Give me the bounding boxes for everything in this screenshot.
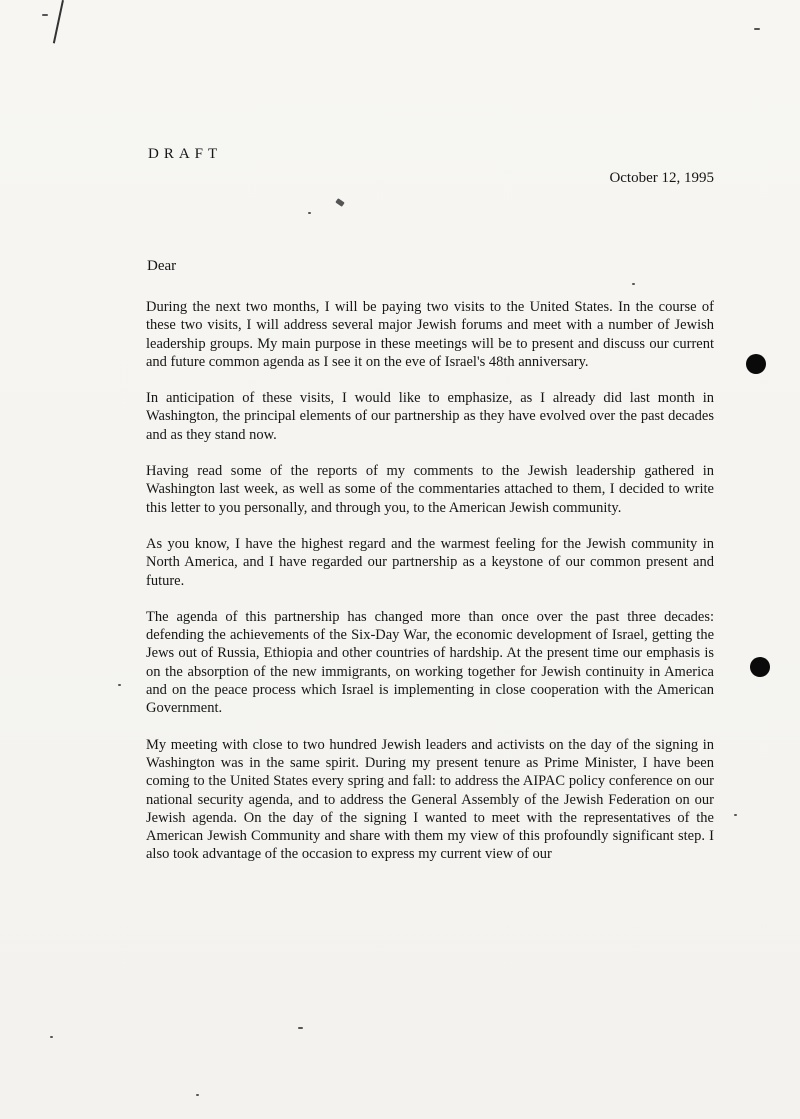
ink-speck xyxy=(298,1027,303,1029)
paragraph-3: Having read some of the reports of my comments to the Jewish leadership gathered in Washington last week, as well as some of the commentaries attached to them, I decided to write this letter to you personally, and through you, to the American Jewish community. xyxy=(146,463,714,516)
letter-body xyxy=(146,298,714,882)
ink-speck xyxy=(196,1094,199,1096)
draft-heading: DRAFT xyxy=(148,146,223,162)
ink-speck xyxy=(118,684,121,686)
ink-speck xyxy=(632,283,635,285)
paragraph-5: The agenda of this partnership has changed more than once over the past three decades: defending the achievements of the Six-Day War, the economic development of Israel, getting the Jews out of Russia, Ethiopia and other countries of hardship. At the present time our emphasis is on the absorption of the new immigrants, on working together for Jewish continuity in America and on the peace process which Israel is implementing in close cooperation with the American Government. xyxy=(146,608,714,717)
paragraph-1: During the next two months, I will be paying two visits to the United States. In the course of these two visits, I will address several major Jewish forums and meet with a number of Jewish leadership groups. My main purpose in these meetings will be to present and discuss our current and future common agenda as I see it on the eve of Israel's 48th anniversary. xyxy=(146,299,714,370)
letter-date: October 12, 1995 xyxy=(609,170,714,186)
salutation: Dear xyxy=(147,258,177,274)
ink-speck xyxy=(734,814,737,816)
punch-hole-upper xyxy=(746,354,766,374)
ink-speck xyxy=(42,14,48,16)
paragraph-6: My meeting with close to two hundred Jewish leaders and activists on the day of the signing in Washington was in the same spirit. During my present tenure as Prime Minister, I have been coming to the United States every spring and fall: to address the AIPAC policy conference on our national security agenda, and to address the General Assembly of the Jewish Federation on our Jewish agenda. On the day of the signing I wanted to meet with the representatives of the American Jewish Community and share with them my view of this profoundly significant step. I also took advantage of the occasion to express my current view of our xyxy=(146,736,714,863)
corner-pen-mark xyxy=(53,0,64,43)
paragraph-2: In anticipation of these visits, I would like to emphasize, as I already did last month in Washington, the principal elements of our partnership as they have evolved over the past decades and as they stand now. xyxy=(146,390,714,443)
ink-speck xyxy=(335,198,344,207)
ink-speck xyxy=(754,28,760,30)
paragraph-4: As you know, I have the highest regard and the warmest feeling for the Jewish community in North America, and I have regarded our partnership as a keystone of our common present and future. xyxy=(146,535,714,589)
punch-hole-lower xyxy=(750,657,770,677)
ink-speck xyxy=(50,1036,53,1038)
ink-speck xyxy=(308,212,311,214)
